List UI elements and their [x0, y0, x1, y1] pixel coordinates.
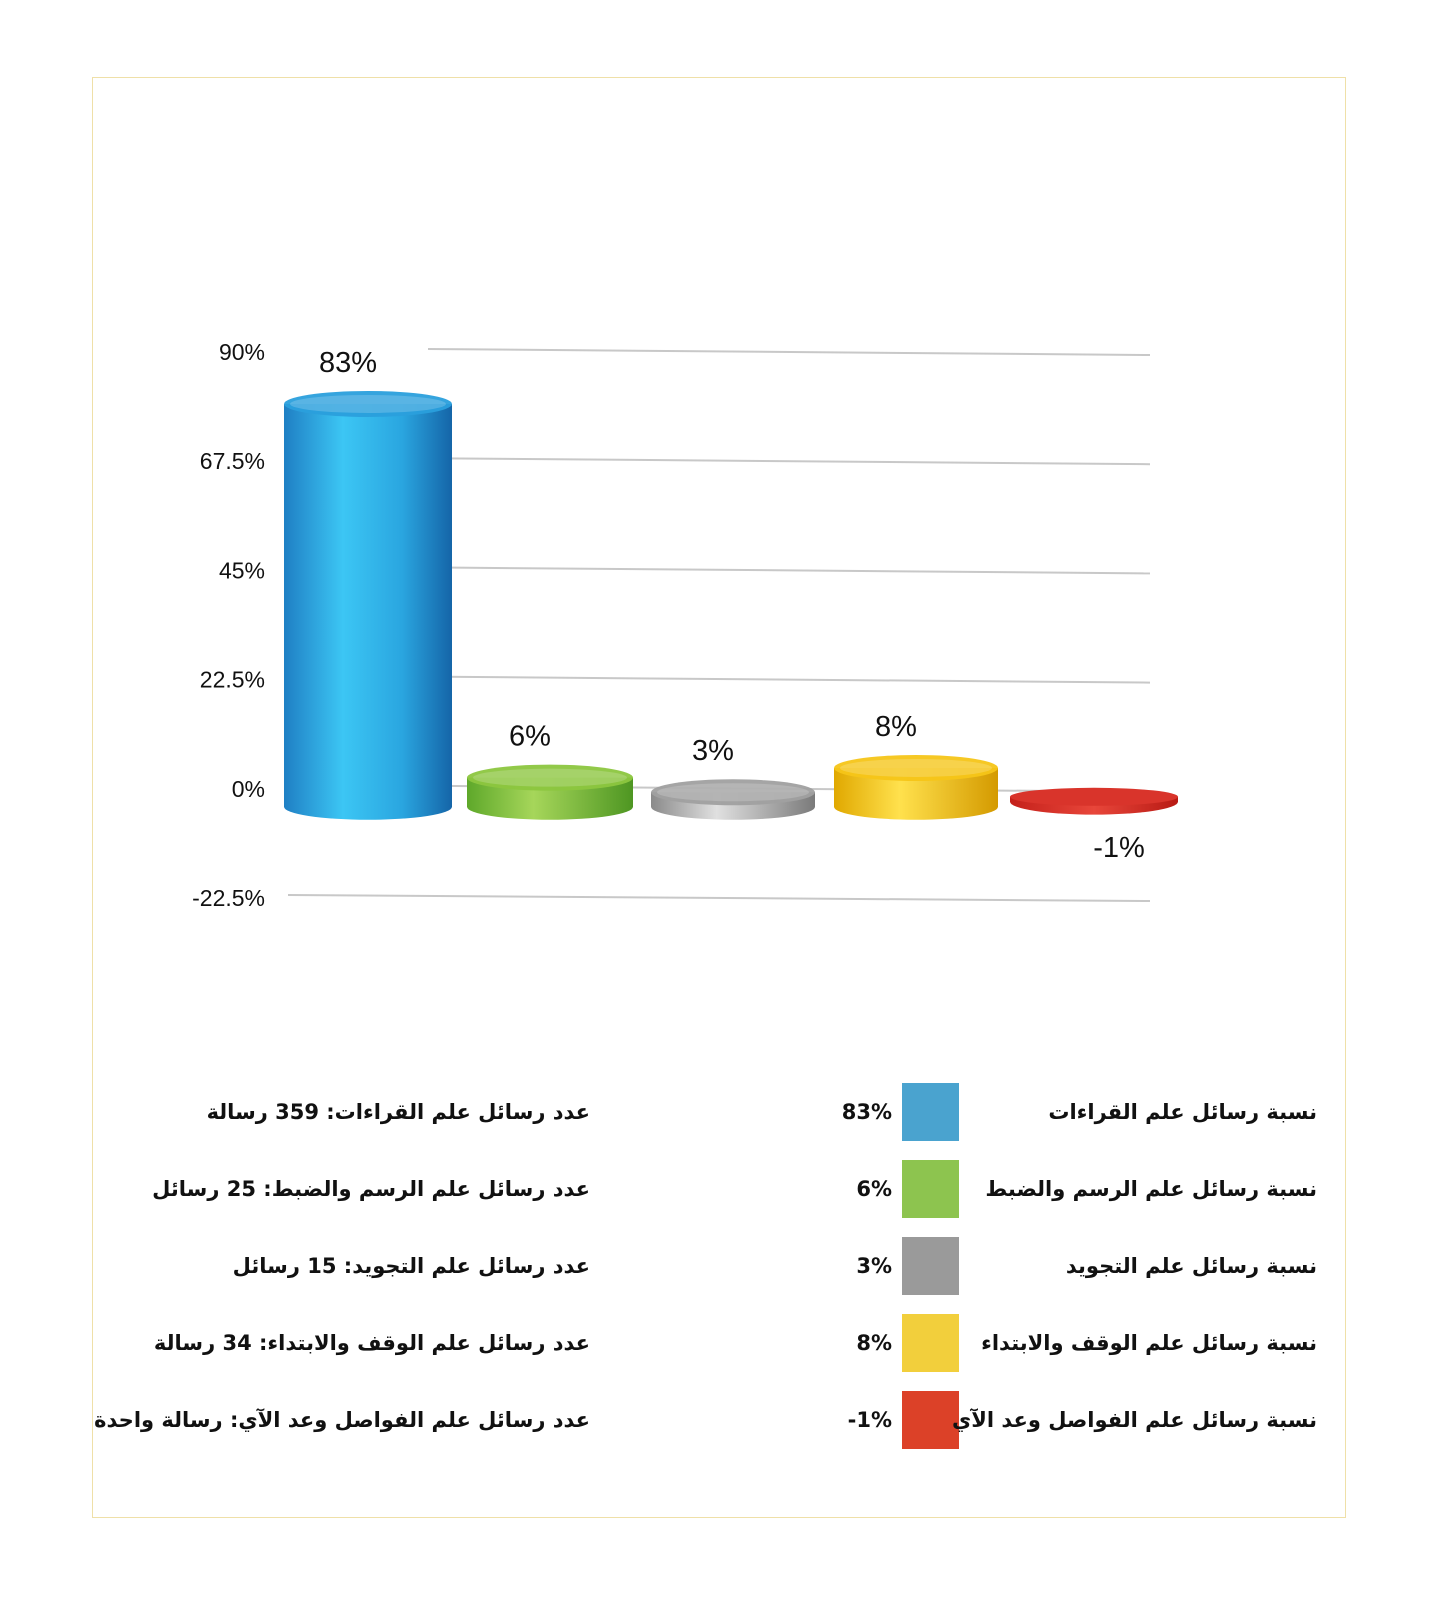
y-tick-label: 67.5% [199, 448, 265, 475]
gridline [428, 567, 1150, 573]
y-tick-label: -22.5% [192, 885, 265, 911]
gridline [428, 677, 1150, 683]
y-tick-label: 90% [218, 339, 265, 365]
bar [1010, 788, 1178, 815]
y-tick-label: 45% [218, 557, 265, 584]
data-label: 3% [692, 735, 734, 768]
legend-item [0, 1314, 1435, 1372]
legend-count: عدد رسائل علم التجويد: 15 رسائل [232, 1254, 590, 1278]
legend-swatch [902, 1314, 959, 1372]
legend-swatch [902, 1160, 959, 1218]
bar [467, 765, 633, 820]
legend-swatch [902, 1237, 959, 1295]
y-tick-label: 22.5% [199, 666, 265, 693]
legend-item [0, 1083, 1435, 1141]
legend-label: نسبة رسائل علم القراءات [1048, 1100, 1317, 1124]
gridline [428, 458, 1150, 464]
data-label: 83% [318, 346, 378, 379]
legend-label: نسبة رسائل علم الوقف والابتداء [981, 1331, 1317, 1355]
gridline [428, 349, 1150, 355]
bar [284, 391, 452, 820]
legend-item [0, 1160, 1435, 1218]
bar [834, 755, 998, 820]
bar [651, 779, 815, 820]
legend-label: نسبة رسائل علم التجويد [1065, 1254, 1317, 1278]
legend-swatch [902, 1391, 959, 1449]
y-tick-label: 0% [231, 775, 265, 802]
legend-label: نسبة رسائل علم الرسم والضبط [985, 1177, 1317, 1201]
legend-percent: 8% [856, 1331, 892, 1355]
data-label: -1% [1093, 831, 1145, 864]
legend-percent: 3% [856, 1254, 892, 1278]
legend-count: عدد رسائل علم القراءات: 359 رسالة [206, 1100, 590, 1124]
legend-percent: -1% [847, 1408, 892, 1432]
data-label: 8% [875, 710, 917, 743]
gridline [288, 895, 1150, 901]
data-label: 6% [509, 720, 551, 753]
legend-count: عدد رسائل علم الرسم والضبط: 25 رسائل [152, 1177, 590, 1201]
legend-percent: 83% [841, 1100, 892, 1124]
legend-label: نسبة رسائل علم الفواصل وعد الآي [952, 1408, 1317, 1432]
legend-count: عدد رسائل علم الوقف والابتداء: 34 رسالة [153, 1331, 590, 1355]
legend-item [0, 1237, 1435, 1295]
legend-percent: 6% [856, 1177, 892, 1201]
legend-item [0, 1391, 1435, 1449]
legend-count: عدد رسائل علم الفواصل وعد الآي: رسالة واحدة [94, 1408, 590, 1432]
legend-swatch [902, 1083, 959, 1141]
